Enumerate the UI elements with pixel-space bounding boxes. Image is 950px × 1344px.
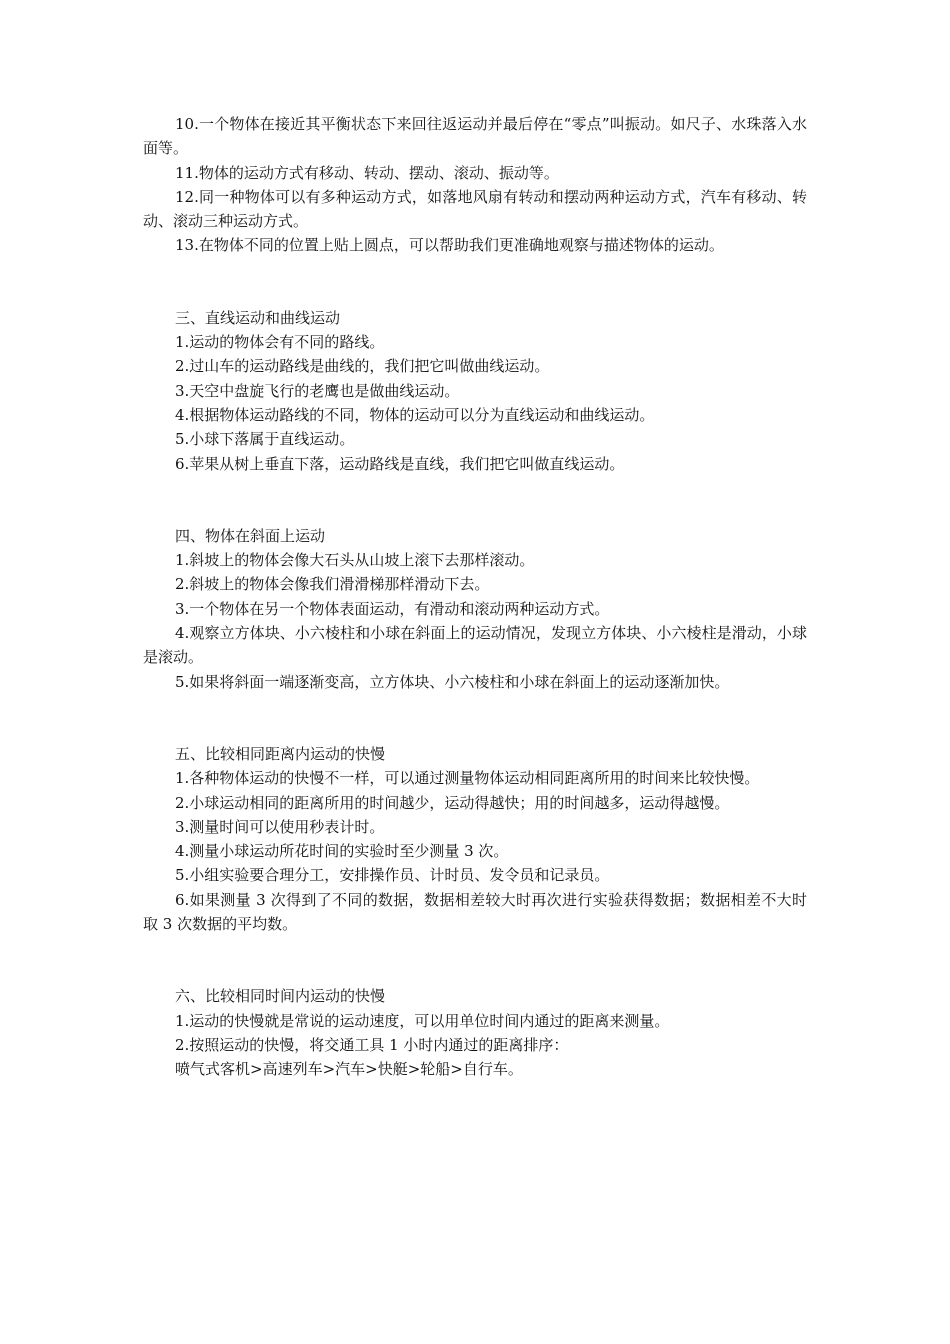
paragraph-item: 2.按照运动的快慢，将交通工具 1 小时内通过的距离排序： — [175, 1035, 569, 1054]
paragraph-item: 11.物体的运动方式有移动、转动、摆动、滚动、振动等。 — [175, 163, 559, 182]
paragraph-item: 4.根据物体运动路线的不同，物体的运动可以分为直线运动和曲线运动。 — [175, 405, 655, 424]
section-3 — [143, 306, 807, 476]
paragraph-item: 5.小球下落属于直线运动。 — [175, 430, 355, 449]
document-body — [143, 112, 807, 1082]
section-5 — [143, 742, 807, 936]
paragraph-item: 1.各种物体运动的快慢不一样，可以通过测量物体运动相同距离所用的时间来比较快慢。 — [175, 769, 760, 788]
paragraph-item: 3.一个物体在另一个物体表面运动，有滑动和滚动两种运动方式。 — [175, 599, 610, 618]
paragraph-item: 1.运动的物体会有不同的路线。 — [175, 333, 385, 352]
paragraph-item: 6.如果测量 3 次得到了不同的数据，数据相差较大时再次进行实验获得数据；数据相差不大时取 3 次数据的平均数。 — [143, 890, 807, 934]
section-heading: 五、比较相同距离内运动的快慢 — [175, 744, 386, 763]
paragraph-item: 喷气式客机>高速列车>汽车>快艇>轮船>自行车。 — [175, 1060, 523, 1079]
paragraph-item: 4.观察立方体块、小六棱柱和小球在斜面上的运动情况，发现立方体块、小六棱柱是滑动，小球是滚动。 — [143, 624, 807, 667]
paragraph-item: 2.斜坡上的物体会像我们滑滑梯那样滑动下去。 — [175, 575, 490, 594]
paragraph-item: 1.斜坡上的物体会像大石头从山坡上滚下去那样滚动。 — [175, 551, 535, 570]
section-heading: 三、直线运动和曲线运动 — [175, 308, 341, 327]
paragraph-item: 6.苹果从树上垂直下落，运动路线是直线，我们把它叫做直线运动。 — [175, 454, 625, 473]
paragraph-item: 2.小球运动相同的距离所用的时间越少，运动得越快；用的时间越多，运动得越慢。 — [175, 793, 730, 812]
paragraph-item: 4.测量小球运动所花时间的实验时至少测量 3 次。 — [175, 842, 509, 861]
paragraph-item: 3.天空中盘旋飞行的老鹰也是做曲线运动。 — [175, 381, 460, 400]
paragraph-item: 5.如果将斜面一端逐渐变高，立方体块、小六棱柱和小球在斜面上的运动逐渐加快。 — [175, 672, 730, 691]
block-intro — [143, 112, 807, 258]
paragraph-item: 13.在物体不同的位置上贴上圆点，可以帮助我们更准确地观察与描述物体的运动。 — [175, 236, 724, 255]
paragraph-item: 5.小组实验要合理分工，安排操作员、计时员、发令员和记录员。 — [175, 866, 610, 885]
section-6 — [143, 984, 807, 1081]
paragraph-item: 2.过山车的运动路线是曲线的，我们把它叫做曲线运动。 — [175, 357, 550, 376]
paragraph-item: 3.测量时间可以使用秒表计时。 — [175, 817, 385, 836]
section-heading: 六、比较相同时间内运动的快慢 — [175, 987, 386, 1006]
paragraph-item: 1.运动的快慢就是常说的运动速度，可以用单位时间内通过的距离来测量。 — [175, 1011, 670, 1030]
section-heading: 四、物体在斜面上运动 — [175, 526, 326, 545]
paragraph-item: 10.一个物体在接近其平衡状态下来回往返运动并最后停在“零点”叫振动。如尺子、水珠落入水面等。 — [143, 115, 807, 158]
section-4 — [143, 524, 807, 694]
paragraph-item: 12.同一种物体可以有多种运动方式，如落地风扇有转动和摆动两种运动方式，汽车有移动、转动、滚动三种运动方式。 — [143, 187, 807, 231]
